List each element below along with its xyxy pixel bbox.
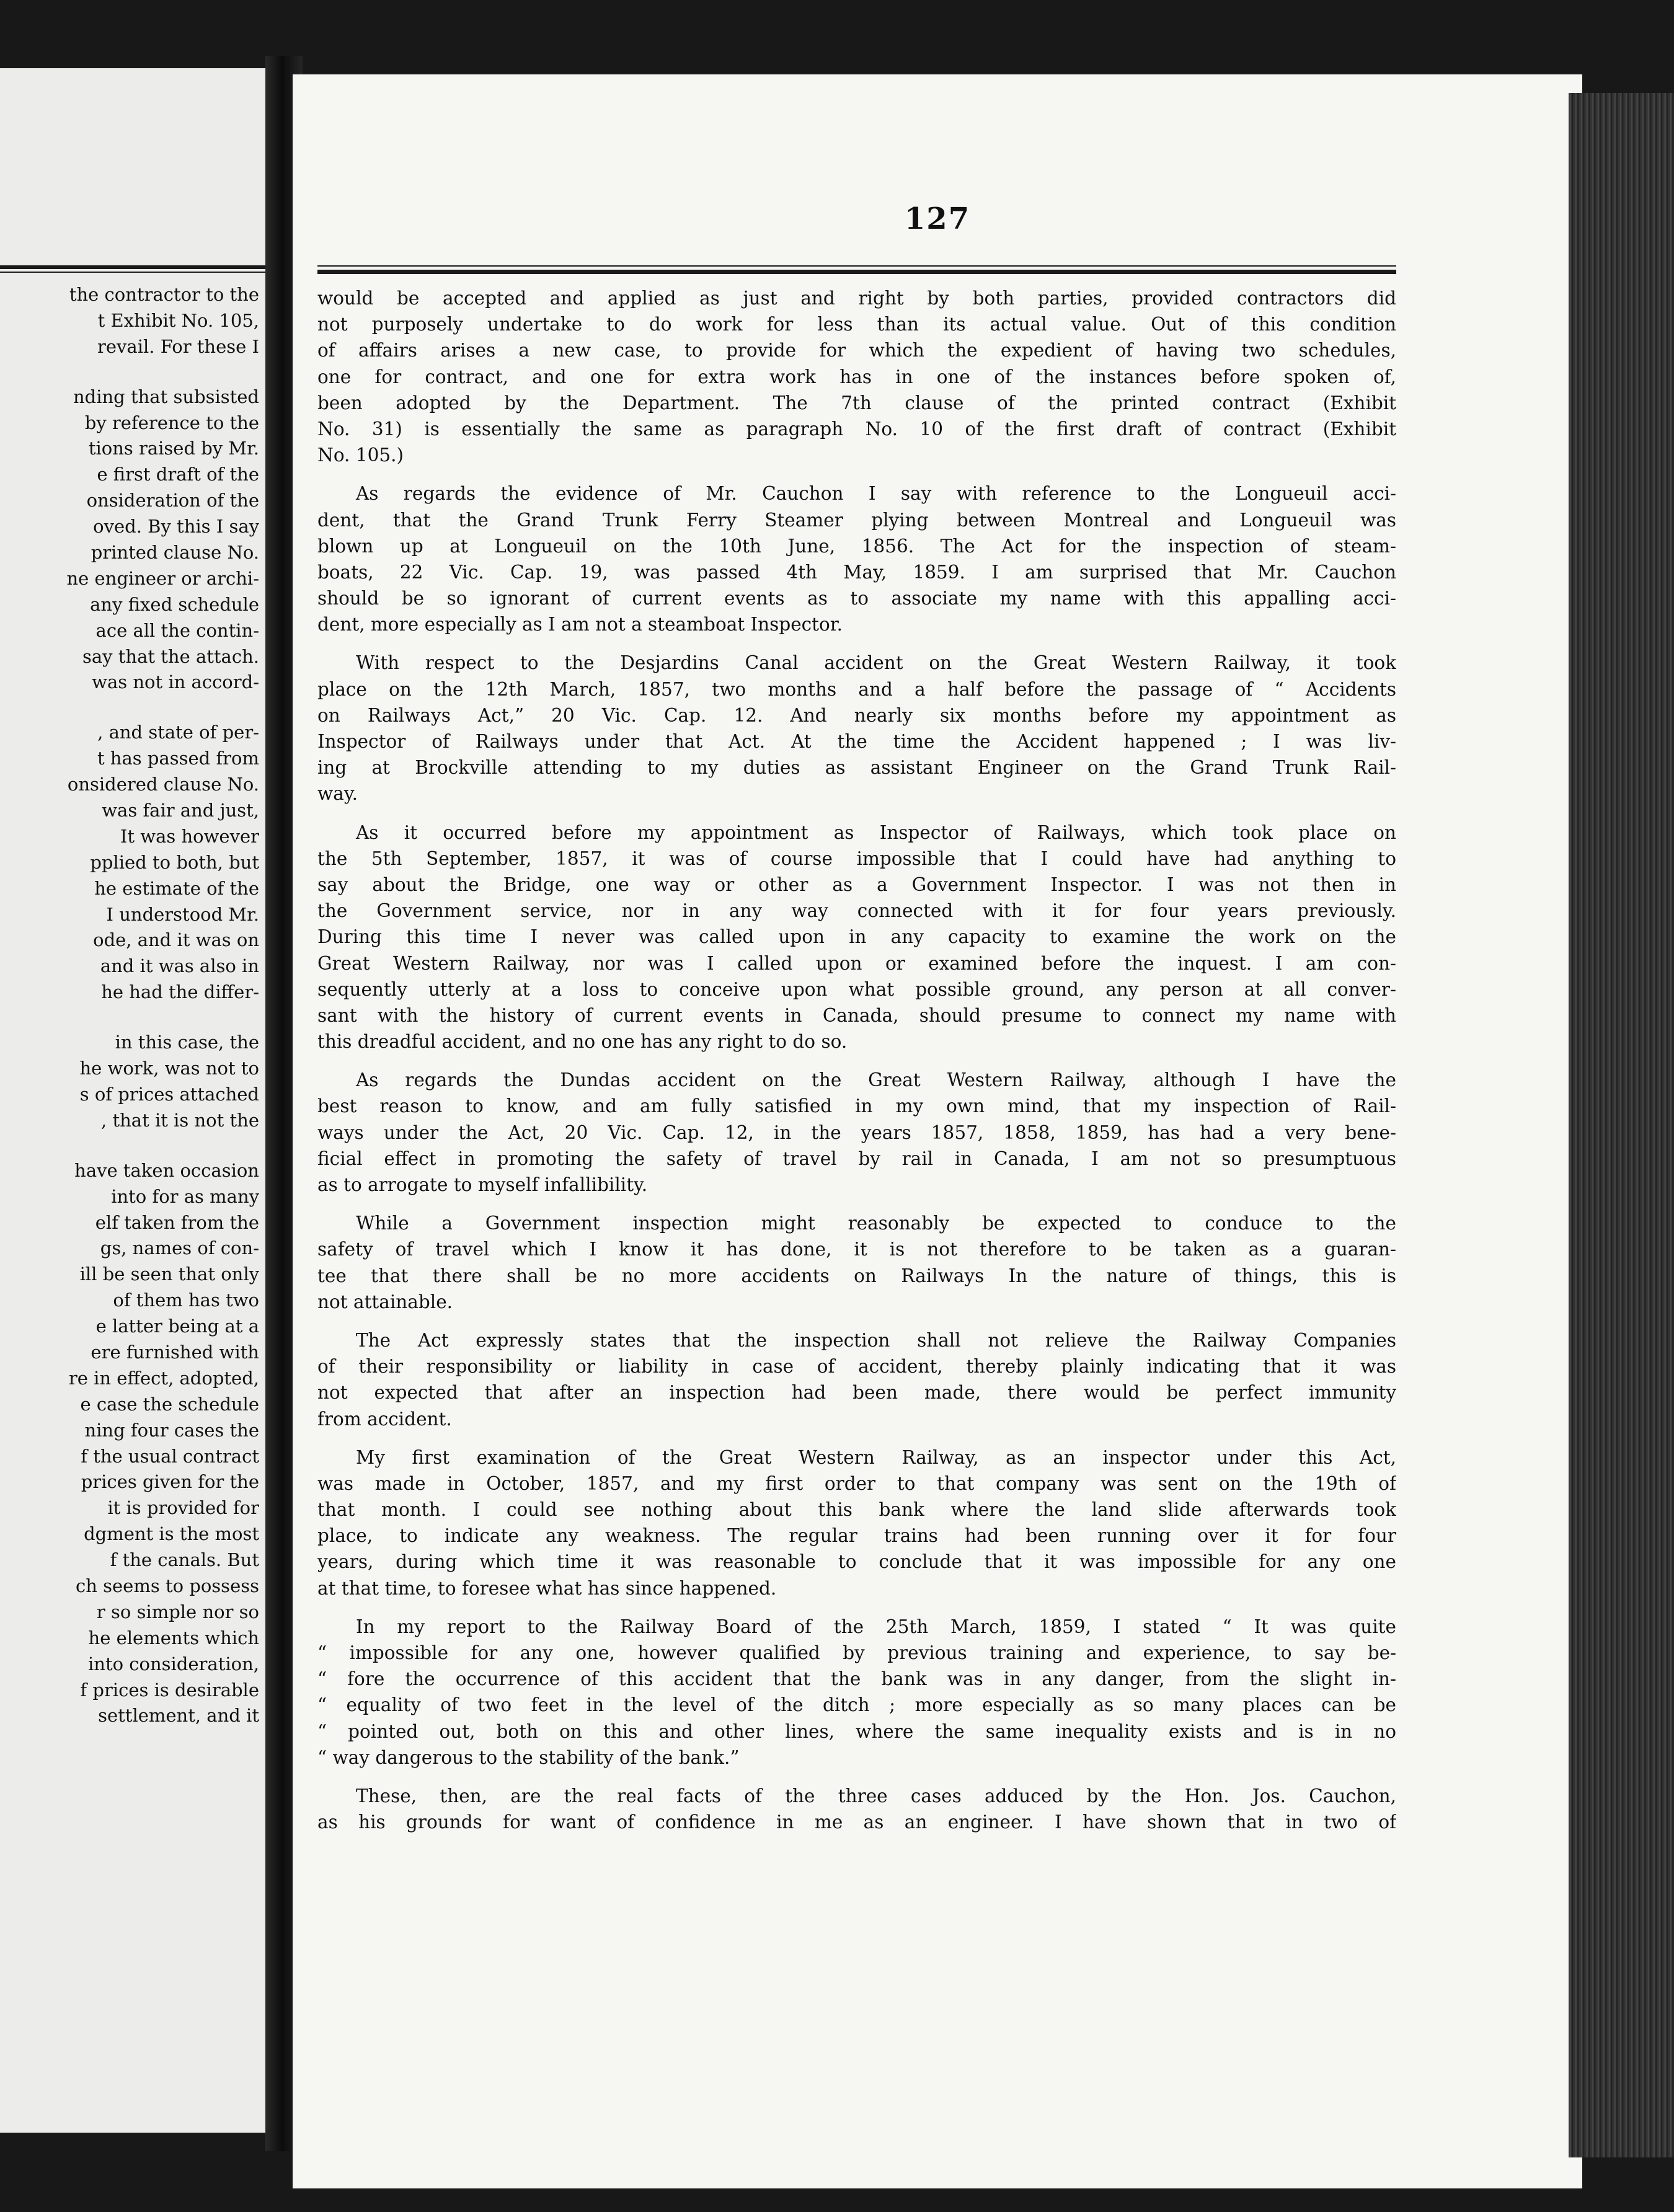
previous-page-line: ning four cases the <box>84 1419 259 1441</box>
text-line: best reason to know, and am fully satisfied in my own mind, that my inspection of Rail- <box>317 1095 1396 1117</box>
text-line: While a Government inspection might reasonably be expected to conduce to the <box>356 1213 1396 1234</box>
text-line: not attainable. <box>317 1291 453 1312</box>
text-line: “ pointed out, both on this and other lines, where the same inequality exists and is in no <box>317 1720 1396 1742</box>
previous-page-line: he estimate of the <box>94 877 259 899</box>
previous-page-line: f the usual contract <box>81 1445 259 1467</box>
paragraph <box>317 650 1396 807</box>
text-line: of affairs arises a new case, to provide for which the expedient of having two schedules, <box>317 340 1396 361</box>
previous-page-line: e case the schedule <box>80 1393 259 1415</box>
previous-page-line: r so simple nor so <box>96 1601 259 1622</box>
text-line: not expected that after an inspection had been made, there would be perfect immunity <box>317 1382 1396 1404</box>
previous-page-line: he work, was not to <box>79 1058 259 1079</box>
previous-page-line: e latter being at a <box>95 1316 259 1337</box>
text-line: tee that there shall be no more accidents on Railways In the nature of things, this is <box>317 1265 1396 1286</box>
previous-page-line: into consideration, <box>88 1653 259 1674</box>
text-line: dent, that the Grand Trunk Ferry Steamer plying between Montreal and Longueuil was <box>317 509 1396 531</box>
previous-page-line: by reference to the <box>84 412 259 433</box>
paragraph-gap <box>317 1601 1396 1614</box>
previous-page-line: ill be seen that only <box>79 1263 259 1285</box>
paragraph-gap <box>317 1432 1396 1444</box>
previous-page-line: I understood Mr. <box>106 903 259 925</box>
text-line: as to arrogate to myself infallibility. <box>317 1174 648 1195</box>
text-line: the Government service, nor in any way connected with it for four years previously. <box>317 900 1396 922</box>
text-line: one for contract, and one for extra work has in one of the instances before spoken of, <box>317 366 1396 387</box>
text-line: boats, 22 Vic. Cap. 19, was passed 4th May, 1859. I am surprised that Mr. Cauchon <box>317 561 1396 583</box>
previous-page-line: ace all the contin- <box>95 619 259 641</box>
text-line: safety of travel which I know it has done, it is not therefore to be taken as a guaran- <box>317 1239 1396 1260</box>
text-line: ing at Brockville attending to my duties as assistant Engineer on the Grand Trunk Rail- <box>317 757 1396 779</box>
previous-page-line: re in effect, adopted, <box>68 1367 259 1389</box>
previous-page-line: have taken occasion <box>74 1159 259 1181</box>
previous-page-line: he had the differ- <box>101 981 259 1003</box>
previous-page-line: dgment is the most <box>84 1523 259 1545</box>
previous-page-line: nding that subsisted <box>73 386 259 407</box>
previous-page-paragraph-gap <box>0 696 259 720</box>
previous-page-line: settlement, and it <box>98 1705 259 1727</box>
previous-page-line: oved. By this I say <box>93 516 259 538</box>
text-line: place on the 12th March, 1857, two months and a half before the passage of “ Accidents <box>317 678 1396 700</box>
text-line: not purposely undertake to do work for less than its actual value. Out of this condition <box>317 314 1396 335</box>
previous-page-paragraph-gap <box>0 1134 259 1158</box>
body-text <box>317 285 1396 1835</box>
previous-page-line: any fixed schedule <box>90 593 259 615</box>
paragraph-gap <box>317 1055 1396 1067</box>
previous-page-line: ere furnished with <box>91 1341 259 1363</box>
paragraph <box>317 1327 1396 1432</box>
previous-page-line: f prices is desirable <box>80 1679 259 1701</box>
previous-page-line: and it was also in <box>100 955 259 977</box>
text-line: In my report to the Railway Board of the 25th March, 1859, I stated “ It was quite <box>356 1616 1396 1637</box>
text-line: years, during which time it was reasonable to conclude that it was impossible for any one <box>317 1551 1396 1573</box>
text-line: Great Western Railway, nor was I called upon or examined before the inquest. I am con- <box>317 952 1396 974</box>
previous-page-line: in this case, the <box>115 1032 259 1053</box>
text-line: say about the Bridge, one way or other as a Government Inspector. I was not then in <box>317 874 1396 895</box>
header-rule <box>317 265 1396 274</box>
paragraph-gap <box>317 1198 1396 1210</box>
previous-page-line: f the canals. But <box>110 1549 259 1571</box>
previous-page-line: was fair and just, <box>102 800 259 821</box>
paragraph-gap <box>317 637 1396 650</box>
paragraph <box>317 820 1396 1055</box>
previous-page-line: t has passed from <box>97 748 259 769</box>
previous-page-line: ode, and it was on <box>93 929 259 951</box>
previous-page-line: say that the attach. <box>82 645 259 667</box>
text-line: dent, more especially as I am not a steamboat Inspector. <box>317 614 843 635</box>
previous-page-line: ne engineer or archi- <box>66 567 259 589</box>
previous-page-header-rule <box>0 265 267 273</box>
previous-page-line: of them has two <box>113 1290 259 1311</box>
previous-page-text <box>0 282 259 1729</box>
text-line: that month. I could see nothing about this bank where the land slide afterwards took <box>317 1499 1396 1521</box>
paragraph-gap <box>317 1771 1396 1783</box>
text-line: During this time I never was called upon in any capacity to examine the work on the <box>317 926 1396 948</box>
text-line: way. <box>317 783 358 805</box>
previous-page-line: tions raised by Mr. <box>88 438 259 459</box>
text-line: As regards the evidence of Mr. Cauchon I say with reference to the Longueuil acci- <box>356 483 1396 505</box>
text-line: ficial effect in promoting the safety of travel by rail in Canada, I am not so presumptuous <box>317 1148 1396 1169</box>
text-line: sant with the history of current events in Canada, should presume to connect my name with <box>317 1004 1396 1026</box>
previous-page-line: e first draft of the <box>97 464 259 485</box>
text-line: was made in October, 1857, and my first order to that company was sent on the 19th of <box>317 1472 1396 1494</box>
previous-page-line: prices given for the <box>81 1471 259 1493</box>
text-line: place, to indicate any weakness. The regular trains had been running over it for four <box>317 1525 1396 1547</box>
text-line: “ impossible for any one, however qualified by previous training and experience, to say be- <box>317 1642 1396 1663</box>
text-line: the 5th September, 1857, it was of course impossible that I could have had anything to <box>317 847 1396 869</box>
paragraph <box>317 1444 1396 1601</box>
text-line: as his grounds for want of confidence in me as an engineer. I have shown that in two of <box>317 1812 1396 1833</box>
previous-page-line: ch seems to possess <box>76 1575 259 1596</box>
text-line: My first examination of the Great Western Railway, as an inspector under this Act, <box>356 1446 1396 1468</box>
previous-page-line: pplied to both, but <box>90 851 259 873</box>
previous-page-line: printed clause No. <box>91 542 259 564</box>
previous-page-line: the contractor to the <box>69 284 259 305</box>
text-line: on Railways Act,” 20 Vic. Cap. 12. And nearly six months before my appointment as <box>317 704 1396 726</box>
previous-page <box>0 68 267 2133</box>
text-line: from accident. <box>317 1408 452 1430</box>
text-line: “ equality of two feet in the level of the ditch ; more especially as so many places can be <box>317 1694 1396 1716</box>
paragraph <box>317 1614 1396 1771</box>
previous-page-line: onsideration of the <box>86 490 259 511</box>
previous-page-line: revail. For these I <box>97 335 259 357</box>
page-number: 127 <box>904 201 971 236</box>
text-line: The Act expressly states that the inspection shall not relieve the Railway Companies <box>356 1329 1396 1351</box>
text-line: No. 105.) <box>317 445 404 466</box>
paragraph <box>317 480 1396 637</box>
previous-page-line: onsidered clause No. <box>67 774 259 795</box>
previous-page-paragraph-gap <box>0 1006 259 1030</box>
book-page-edges <box>1569 93 1674 2157</box>
text-line: would be accepted and applied as just and right by both parties, provided contractors did <box>317 288 1396 309</box>
text-line: As regards the Dundas accident on the Great Western Railway, although I have the <box>356 1069 1396 1091</box>
previous-page-line: into for as many <box>111 1185 259 1207</box>
text-line: sequently utterly at a loss to conceive upon what possible ground, any person at all conver- <box>317 978 1396 1000</box>
text-line: “ way dangerous to the stability of the bank.” <box>317 1746 740 1768</box>
current-page <box>293 74 1582 2188</box>
previous-page-line: s of prices attached <box>79 1083 259 1105</box>
previous-page-line: , that it is not the <box>101 1109 259 1131</box>
previous-page-line: it is provided for <box>107 1497 259 1519</box>
text-line: “ fore the occurrence of this accident that the bank was in any danger, from the slight in- <box>317 1668 1396 1690</box>
previous-page-line: t Exhibit No. 105, <box>97 309 259 331</box>
paragraph <box>317 285 1396 468</box>
previous-page-paragraph-gap <box>0 360 259 384</box>
text-line: should be so ignorant of current events as to associate my name with this appalling acci- <box>317 588 1396 609</box>
text-line: As it occurred before my appointment as Inspector of Railways, which took place on <box>356 821 1396 843</box>
paragraph <box>317 1783 1396 1835</box>
text-line: No. 31) is essentially the same as paragraph No. 10 of the first draft of contract (Exhibit <box>317 418 1396 440</box>
paragraph-gap <box>317 468 1396 480</box>
previous-page-line: , and state of per- <box>97 722 259 743</box>
previous-page-line: he elements which <box>88 1627 259 1648</box>
paragraph-gap <box>317 1315 1396 1327</box>
paragraph-gap <box>317 807 1396 820</box>
text-line: Inspector of Railways under that Act. At the time the Accident happened ; I was liv- <box>317 731 1396 752</box>
previous-page-line: elf taken from the <box>95 1211 259 1233</box>
text-line: of their responsibility or liability in case of accident, thereby plainly indicating that it was <box>317 1356 1396 1378</box>
text-line: ways under the Act, 20 Vic. Cap. 12, in the years 1857, 1858, 1859, has had a very bene- <box>317 1121 1396 1143</box>
paragraph <box>317 1067 1396 1198</box>
text-line: been adopted by the Department. The 7th clause of the printed contract (Exhibit <box>317 392 1396 414</box>
text-line: With respect to the Desjardins Canal accident on the Great Western Railway, it took <box>356 652 1396 674</box>
text-line: These, then, are the real facts of the three cases adduced by the Hon. Jos. Cauchon, <box>356 1785 1396 1807</box>
paragraph <box>317 1210 1396 1315</box>
text-line: at that time, to foresee what has since happened. <box>317 1577 777 1599</box>
text-line: blown up at Longueuil on the 10th June, 1856. The Act for the inspection of steam- <box>317 535 1396 557</box>
previous-page-line: was not in accord- <box>92 671 259 693</box>
text-line: this dreadful accident, and no one has any right to do so. <box>317 1031 848 1053</box>
previous-page-line: It was however <box>120 825 259 847</box>
previous-page-line: gs, names of con- <box>100 1237 259 1259</box>
